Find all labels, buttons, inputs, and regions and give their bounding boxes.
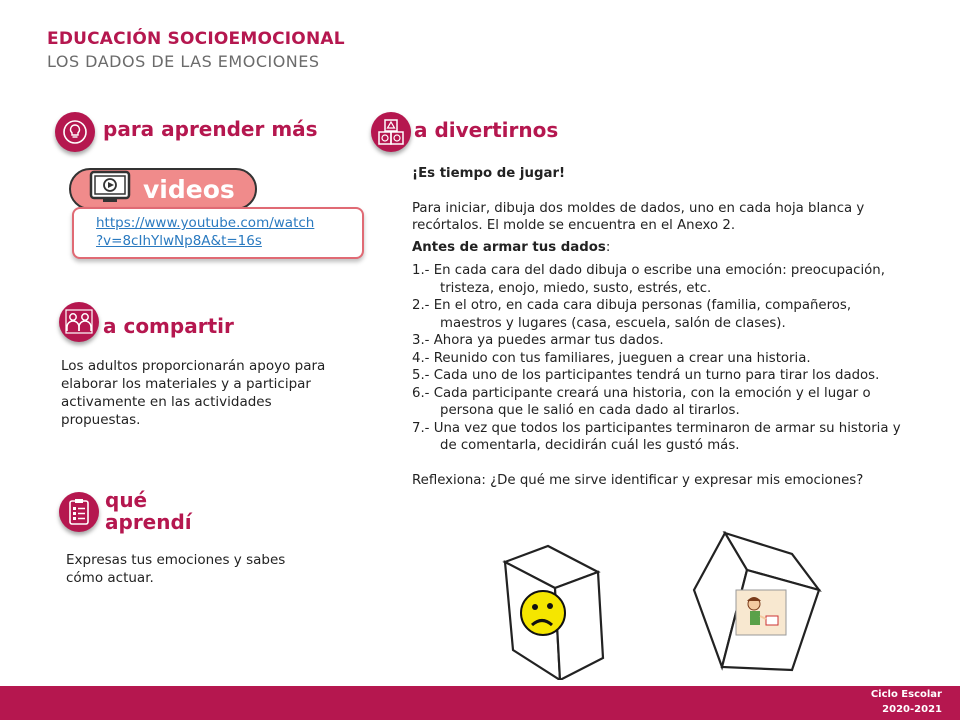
- before-heading-colon: :: [605, 239, 611, 255]
- video-link-line1[interactable]: https://www.youtube.com/watch: [96, 215, 315, 231]
- activity-heading: ¡Es tiempo de jugar!: [412, 166, 566, 181]
- aprendi-text: Expresas tus emociones y sabes cómo actuar.: [66, 552, 286, 586]
- section-title-aprendi: [105, 489, 192, 533]
- page-title: EDUCACIÓN SOCIOEMOCIONAL: [47, 29, 345, 49]
- section-title-divertirnos: a divertirnos: [414, 118, 559, 142]
- page-subtitle: LOS DADOS DE LAS EMOCIONES: [47, 52, 320, 71]
- list-item: 4.- Reunido con tus familiares, jueguen a crear una historia.: [412, 350, 811, 366]
- footer-line2: 2020-2021: [882, 704, 942, 715]
- checklist-icon: [59, 492, 99, 532]
- lightbulb-icon: [55, 112, 95, 152]
- before-heading: [412, 239, 912, 257]
- video-play-icon: [89, 170, 131, 208]
- video-link[interactable]: [96, 214, 356, 250]
- videos-label: videos: [143, 174, 235, 204]
- activity-intro: Para iniciar, dibuja dos moldes de dados, uno en cada hoja blanca y recórtalos. El molde se encuentra en el Anexo 2.: [412, 200, 865, 233]
- section-title-compartir: a compartir: [103, 314, 234, 338]
- activity-instructions: [412, 165, 912, 489]
- before-heading-bold: Antes de armar tus dados: [412, 239, 606, 255]
- list-item: 5.- Cada uno de los participantes tendrá un turno para tirar los dados.: [412, 368, 880, 383]
- video-link-box: [72, 207, 364, 259]
- videos-badge: [69, 168, 257, 210]
- steps-list: [412, 262, 912, 455]
- list-item: 3.- Ahora ya puedes armar tus dados.: [412, 333, 664, 348]
- video-link-line2[interactable]: ?v=8cIhYlwNp8A&t=16s: [96, 233, 262, 249]
- list-item: 6.- Cada participante creará una historia, con la emoción y el lugar o persona que le salió en cada dado al tirarlos.: [412, 385, 871, 418]
- compartir-text: Los adultos proporcionarán apoyo para elaborar los materiales y a participar activamente en las actividades propuestas.: [61, 358, 326, 428]
- dice-emotions: [480, 540, 620, 680]
- aprendi-title-line1: qué: [105, 488, 148, 512]
- footer-bar: [0, 686, 960, 720]
- aprendi-title-line2: aprendí: [105, 510, 192, 534]
- blocks-icon: [371, 112, 411, 152]
- list-item: 1.- En cada cara del dado dibuja o escribe una emoción: preocupación, tristeza, enojo, miedo, susto, estrés, etc.: [412, 263, 885, 296]
- list-item: 2.- En el otro, en cada cara dibuja personas (familia, compañeros, maestros y lugares (casa, escuela, salón de clases).: [412, 298, 852, 331]
- section-title-aprender: para aprender más: [103, 117, 318, 141]
- list-item: 7.- Una vez que todos los participantes terminaron de armar su historia y de comentarla, decidirán cuál les gustó más.: [412, 420, 901, 453]
- people-share-icon: [59, 302, 99, 342]
- sad-face-icon: [521, 591, 565, 635]
- footer-line1: Ciclo Escolar: [870, 689, 942, 700]
- person-card-icon: [736, 590, 786, 635]
- dice-people: [692, 530, 832, 680]
- reflection-text: Reflexiona: ¿De qué me sirve identificar y expresar mis emociones?: [412, 472, 864, 488]
